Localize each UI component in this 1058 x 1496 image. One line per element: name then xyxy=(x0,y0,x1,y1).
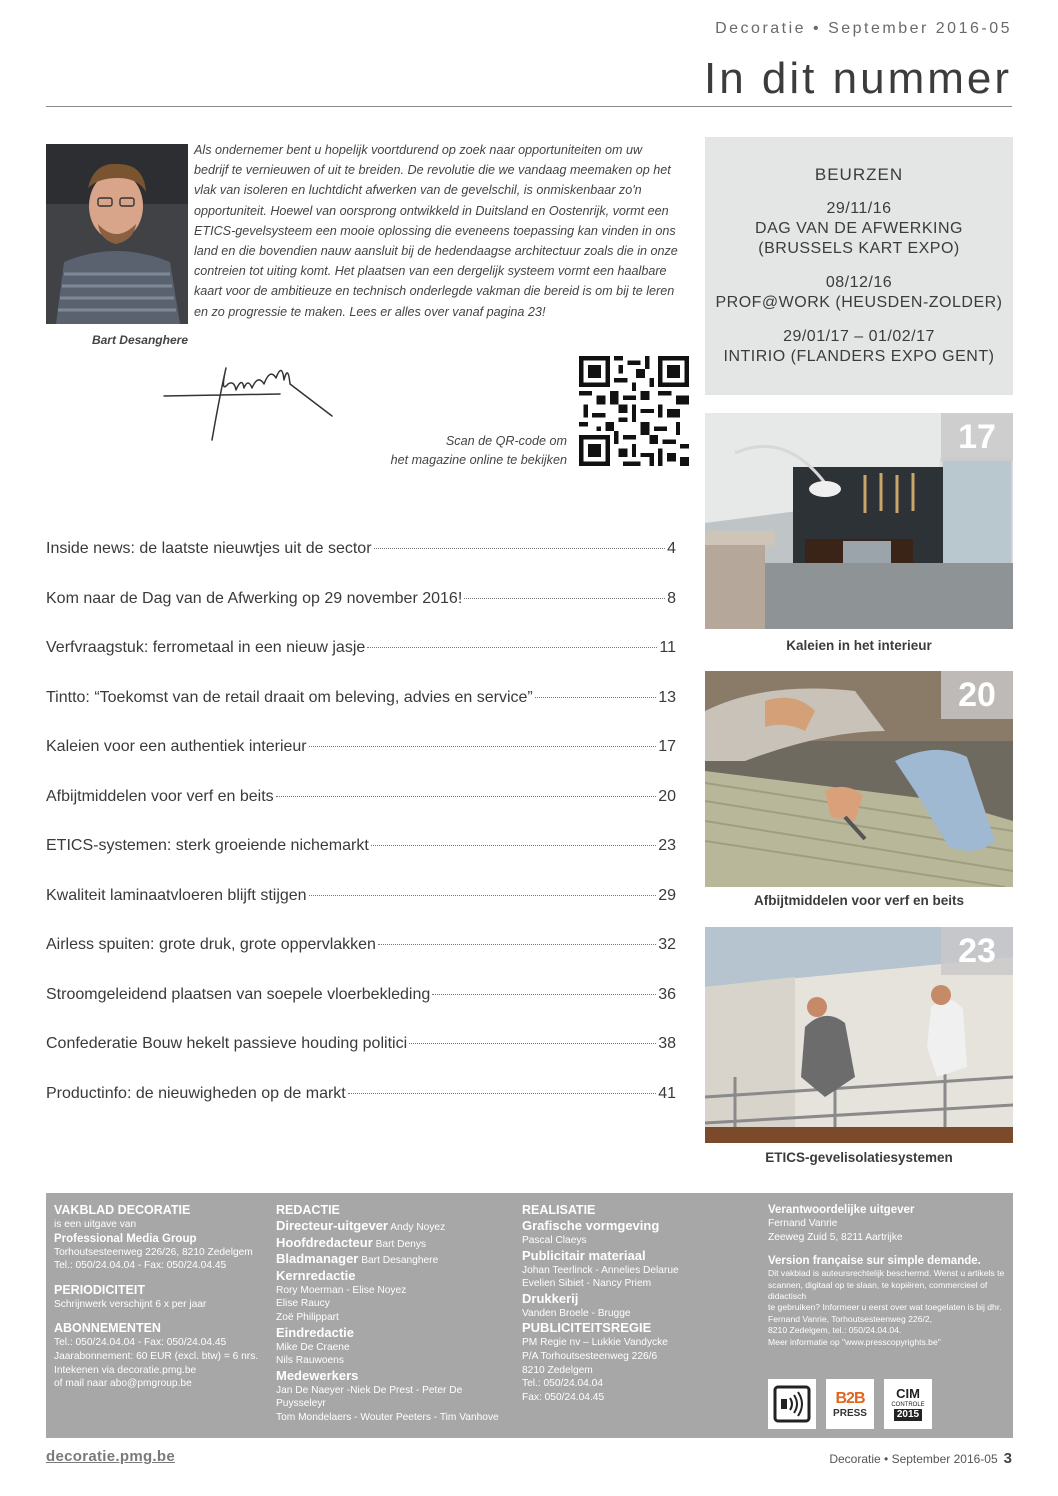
toc-entry-title: Tintto: “Toekomst van de retail draait om beleving, advies en service” xyxy=(46,688,533,706)
editorial-text: Als ondernemer bent u hopelijk voortdurend op zoek naar opportuniteiten om uw bedrijf te vernieuwen of uit te breiden. De revolutie die we vandaag meemaken op het vlak van isoleren en luchtdicht afwerken van de gevelschil, is onmiskenbaar zo'n opportuniteit. Hoewel van oorsprong ontwikkeld in Duitsland en Oostenrijk, vormt een ETICS-gevelsysteem een mooie oplossing die eveneens toepassing kan vinden in ons land en die bovendien nauw aansluit bij de hedendaagse architectuur zoals die in onze contreien tot uiting komt. Het plaatsen van een dergelijk systeem vormt een haalbare kaart voor de ambitieuze en technisch onderlegde vakman die bereid is om bij te leren en zo progressie te maken. Lees er alles over vanaf pagina 23! xyxy=(194,143,678,319)
colophon-line: P/A Torhoutsesteenweg 226/6 xyxy=(522,1350,658,1362)
toc-entry-page: 20 xyxy=(658,787,676,805)
toc-entry-page: 11 xyxy=(659,639,676,656)
colophon-line: te gebruiken? Informeer u eerst over wat toegelaten is bij dhr. xyxy=(768,1302,1002,1313)
toc-leader xyxy=(374,548,666,549)
feature-caption: Kaleien in het interieur xyxy=(786,638,932,653)
toc-entry-page: 32 xyxy=(658,936,676,953)
colophon-role: Directeur-uitgever xyxy=(276,1218,388,1233)
toc-entry-page: 8 xyxy=(667,589,676,607)
colophon-heading: PERIODICITEIT xyxy=(54,1282,145,1297)
event-location: (BRUSSELS KART EXPO) xyxy=(758,240,960,257)
toc-entry-page: 38 xyxy=(658,1035,676,1052)
colophon-line: Dit vakblad is auteursrechtelijk beschermd. Wenst u artikels te xyxy=(768,1268,1005,1279)
colophon-logos xyxy=(768,1379,932,1429)
colophon-line: 8210 Zedelgem, tel.: 050/24.04.04. xyxy=(768,1325,902,1336)
feature-image-interior[interactable] xyxy=(705,413,1013,629)
page-number: 3 xyxy=(1003,1450,1012,1467)
colophon-line: Fax: 050/24.04.45 xyxy=(522,1391,605,1403)
colophon-heading: REDACTIE xyxy=(276,1203,340,1217)
toc-leader xyxy=(367,647,657,648)
colophon xyxy=(46,1193,1013,1438)
cim-logo-label: CONTROLE xyxy=(891,1402,925,1408)
toc-leader xyxy=(409,1043,656,1044)
footer-masthead xyxy=(829,1450,1012,1467)
toc-leader xyxy=(535,697,656,698)
colophon-line: Tel.: 050/24.04.04 - Fax: 050/24.04.45 xyxy=(54,1337,227,1349)
event-date: 29/11/16 xyxy=(826,200,892,217)
toc-entry[interactable] xyxy=(46,936,676,986)
event-name: DAG VAN DE AFWERKING xyxy=(755,220,963,237)
colophon-line: Jan De Naeyer -Niek De Prest - Peter De Puysseleyr xyxy=(276,1384,463,1410)
toc-leader xyxy=(309,895,657,896)
toc-entry-title: Kwaliteit laminaatvloeren blijft stijgen xyxy=(46,886,307,904)
colophon-line: Jaarabonnement: 60 EUR (excl. btw) = 6 nrs. xyxy=(54,1350,259,1362)
toc-entry-page: 13 xyxy=(658,688,676,706)
toc-entry-title: ETICS-systemen: sterk groeiende nichemarkt xyxy=(46,837,369,854)
editor-signature xyxy=(160,354,340,446)
toc-entry-page: 29 xyxy=(658,886,676,904)
event-name: PROF@WORK (HEUSDEN-ZOLDER) xyxy=(715,294,1003,311)
colophon-line: Zeeweg Zuid 5, 8211 Aartrijke xyxy=(768,1231,903,1243)
colophon-line: Pascal Claeys xyxy=(522,1235,587,1246)
toc-entry[interactable] xyxy=(46,837,676,887)
events-box xyxy=(705,137,1013,395)
qr-caption-line2: het magazine online te bekijken xyxy=(390,453,567,467)
colophon-line: Nils Rauwoens xyxy=(276,1355,344,1367)
toc-entry[interactable] xyxy=(46,689,676,739)
colophon-role: PUBLICITEITSREGIE xyxy=(522,1320,652,1336)
colophon-person: Andy Noyez xyxy=(390,1222,446,1233)
colophon-line: Intekenen via decoratie.pmg.be xyxy=(54,1364,197,1376)
toc-entry-title: Verfvraagstuk: ferrometaal in een nieuw jasje xyxy=(46,639,366,656)
colophon-line: Elise Raucy xyxy=(276,1298,330,1310)
toc-entry[interactable] xyxy=(46,590,676,640)
event-item xyxy=(705,273,1013,313)
colophon-line: Zoë Philippart xyxy=(276,1311,339,1323)
qr-caption xyxy=(350,432,567,470)
colophon-responsible-column xyxy=(768,1203,1008,1348)
masthead: Decoratie • September 2016-05 xyxy=(715,20,1012,37)
colophon-line: 8210 Zedelgem xyxy=(522,1364,593,1376)
colophon-line: Professional Media Group xyxy=(54,1232,197,1245)
colophon-role: Drukkerij xyxy=(522,1290,579,1306)
toc-entry-title: Afbijtmiddelen voor verf en beits xyxy=(46,787,274,805)
colophon-line: Tel.: 050/24.04.04 - Fax: 050/24.04.45 xyxy=(54,1260,227,1272)
cim-logo-mark: CIM xyxy=(896,1386,920,1401)
toc-leader xyxy=(276,796,657,797)
colophon-line: of mail naar abo@pmgroup.be xyxy=(54,1378,192,1390)
toc-leader xyxy=(309,746,657,747)
colophon-heading: Version française sur simple demande. xyxy=(768,1255,981,1268)
table-of-contents xyxy=(46,540,676,1134)
colophon-role: Publicitair materiaal xyxy=(522,1247,646,1263)
toc-entry[interactable] xyxy=(46,986,676,1036)
colophon-line: Tel.: 050/24.04.04 xyxy=(522,1378,603,1390)
colophon-line: Mike De Craene xyxy=(276,1341,350,1353)
toc-entry-title: Airless spuiten: grote druk, grote oppervlakken xyxy=(46,936,376,953)
event-item xyxy=(705,199,1013,259)
colophon-line: is een uitgave van xyxy=(54,1219,137,1230)
toc-entry-page: 41 xyxy=(658,1084,676,1102)
event-name: INTIRIO (FLANDERS EXPO GENT) xyxy=(723,348,995,365)
title-divider xyxy=(46,106,1012,107)
colophon-production-column xyxy=(522,1203,752,1404)
editor-portrait xyxy=(46,144,188,324)
colophon-line: Johan Teerlinck - Annelies Delarue xyxy=(522,1264,679,1276)
colophon-line: Fernand Vanrie, Torhoutsesteenweg 226/2, xyxy=(768,1313,933,1324)
cim-controle-logo xyxy=(884,1379,932,1429)
feature-image-stripping[interactable] xyxy=(705,671,1013,887)
toc-entry-page: 23 xyxy=(658,837,676,854)
feature-caption: ETICS-gevelisolatiesystemen xyxy=(765,1150,953,1165)
qr-caption-line1: Scan de QR-code om xyxy=(445,434,567,448)
footer-masthead-text: Decoratie • September 2016-05 xyxy=(829,1452,998,1466)
colophon-heading: REALISATIE xyxy=(522,1203,596,1217)
events-heading: BEURZEN xyxy=(814,165,904,184)
colophon-line: Torhoutsesteenweg 226/26, 8210 Zedelgem xyxy=(54,1246,253,1258)
toc-entry-page: 36 xyxy=(658,985,676,1003)
toc-entry[interactable] xyxy=(46,540,676,590)
toc-entry-page: 17 xyxy=(658,738,676,755)
footer-website-link[interactable]: decoratie.pmg.be xyxy=(46,1448,175,1465)
cim-logo-year: 2015 xyxy=(894,1409,922,1421)
colophon-line: Evelien Sibiet - Nancy Priem xyxy=(522,1278,652,1290)
toc-entry[interactable] xyxy=(46,1085,676,1135)
page-title: In dit nummer xyxy=(704,54,1012,103)
colophon-role: Bladmanager xyxy=(276,1251,359,1267)
colophon-line: Schrijnwerk verschijnt 6 x per jaar xyxy=(54,1298,207,1310)
event-item xyxy=(705,327,1013,367)
toc-entry[interactable] xyxy=(46,738,676,788)
colophon-person: Bart Desanghere xyxy=(361,1255,439,1267)
colophon-heading: ABONNEMENTEN xyxy=(54,1321,161,1336)
colophon-role: Grafische vormgeving xyxy=(522,1218,660,1233)
toc-entry[interactable] xyxy=(46,639,676,689)
toc-entry[interactable] xyxy=(46,1035,676,1085)
feature-page-number: 23 xyxy=(941,927,1013,975)
toc-leader xyxy=(371,845,656,846)
colophon-publisher-column xyxy=(54,1203,274,1391)
feature-caption: Afbijtmiddelen voor verf en beits xyxy=(753,893,965,908)
b2b-press-logo xyxy=(826,1379,874,1429)
colophon-role: Medewerkers xyxy=(276,1367,359,1383)
colophon-role: Eindredactie xyxy=(276,1324,355,1340)
event-date: 08/12/16 xyxy=(825,274,893,291)
colophon-line: Meer informatie op "www.presscopyrights.be" xyxy=(768,1336,941,1347)
toc-entry-title: Productinfo: de nieuwigheden op de markt xyxy=(46,1084,346,1102)
toc-entry[interactable] xyxy=(46,887,676,937)
colophon-heading: Verantwoordelijke uitgever xyxy=(768,1204,915,1216)
feature-page-number: 20 xyxy=(941,671,1013,719)
colophon-editorial-column xyxy=(276,1203,512,1425)
b2b-logo-mark: B2B xyxy=(835,1389,865,1407)
press-copyright-logo xyxy=(768,1379,816,1429)
toc-entry-title: Kaleien voor een authentiek interieur xyxy=(46,738,307,755)
editor-name-caption: Bart Desanghere xyxy=(91,333,188,347)
qr-code[interactable] xyxy=(579,356,689,466)
toc-entry-title: Stroomgeleidend plaatsen van soepele vloerbekleding xyxy=(46,985,431,1003)
colophon-heading: VAKBLAD DECORATIE xyxy=(54,1203,191,1217)
feature-image-etics[interactable] xyxy=(705,927,1013,1143)
toc-leader xyxy=(378,944,656,945)
toc-entry[interactable] xyxy=(46,788,676,838)
toc-leader xyxy=(432,994,656,995)
colophon-line: PM Regie nv – Lukkie Vandycke xyxy=(522,1337,668,1349)
toc-entry-page: 4 xyxy=(667,540,676,557)
toc-leader xyxy=(464,598,665,599)
colophon-line: Fernand Vanrie xyxy=(768,1218,838,1229)
colophon-line: Tom Mondelaers - Wouter Peeters - Tim Vanhove xyxy=(276,1411,499,1423)
toc-entry-title: Confederatie Bouw hekelt passieve houding politici xyxy=(46,1035,408,1052)
toc-leader xyxy=(348,1093,656,1094)
colophon-person: Bart Denys xyxy=(375,1238,427,1250)
b2b-logo-text: PRESS xyxy=(833,1407,867,1419)
colophon-role: Hoofdredacteur xyxy=(276,1234,373,1250)
feature-page-number: 17 xyxy=(941,413,1013,461)
colophon-line: Vanden Broele - Brugge xyxy=(522,1307,631,1319)
toc-entry-title: Kom naar de Dag van de Afwerking op 29 november 2016! xyxy=(46,589,463,607)
colophon-line: Rory Moerman - Elise Noyez xyxy=(276,1284,407,1296)
event-date: 29/01/17 – 01/02/17 xyxy=(783,328,935,345)
toc-entry-title: Inside news: de laatste nieuwtjes uit de sector xyxy=(46,540,372,557)
colophon-line: scannen, digitaal op te slaan, te kopiëren, commercieel of didactisch xyxy=(768,1279,988,1301)
colophon-role: Kernredactie xyxy=(276,1267,356,1283)
